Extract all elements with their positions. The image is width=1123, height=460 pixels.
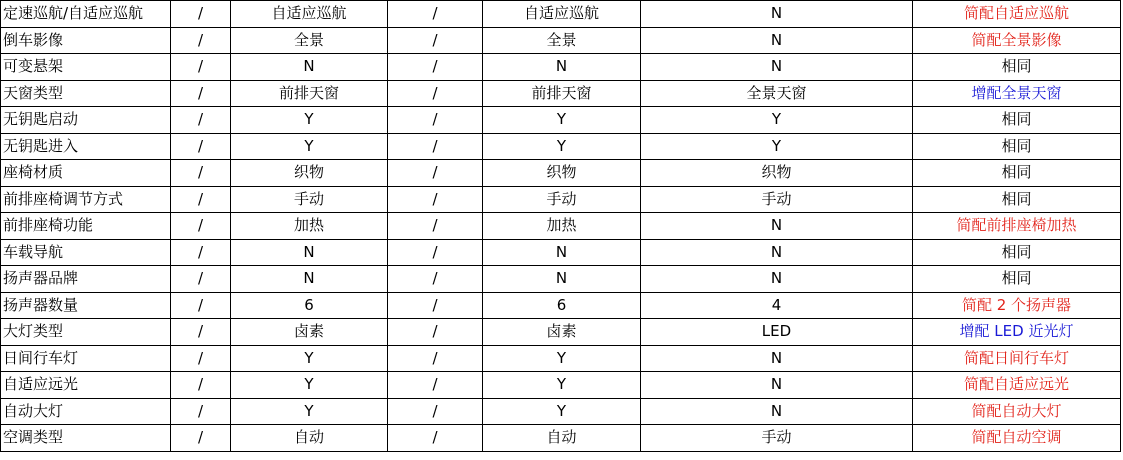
trim-1-cell: / (171, 213, 231, 240)
trim-3-cell: / (388, 239, 483, 266)
trim-4-cell: Y (483, 398, 641, 425)
trim-2-cell: Y (231, 107, 388, 134)
feature-name-cell: 无钥匙启动 (1, 107, 171, 134)
trim-2-cell: Y (231, 133, 388, 160)
table-row (1, 213, 1121, 240)
trim-4-cell: 织物 (483, 160, 641, 187)
difference-note-cell: 相同 (913, 186, 1121, 213)
trim-4-cell: N (483, 266, 641, 293)
spec-table-body (1, 1, 1121, 452)
table-row (1, 319, 1121, 346)
trim-2-cell: 织物 (231, 160, 388, 187)
feature-name-cell: 前排座椅调节方式 (1, 186, 171, 213)
table-row (1, 160, 1121, 187)
table-row (1, 80, 1121, 107)
trim-1-cell: / (171, 372, 231, 399)
trim-1-cell: / (171, 186, 231, 213)
trim-4-cell: 全景 (483, 27, 641, 54)
trim-1-cell: / (171, 133, 231, 160)
difference-note-cell: 简配 2 个扬声器 (913, 292, 1121, 319)
trim-5-cell: 手动 (641, 186, 913, 213)
trim-1-cell: / (171, 1, 231, 28)
trim-5-cell: N (641, 213, 913, 240)
trim-2-cell: 全景 (231, 27, 388, 54)
trim-1-cell: / (171, 160, 231, 187)
trim-2-cell: 手动 (231, 186, 388, 213)
difference-note-cell: 相同 (913, 133, 1121, 160)
difference-note-cell: 简配前排座椅加热 (913, 213, 1121, 240)
trim-1-cell: / (171, 398, 231, 425)
trim-3-cell: / (388, 27, 483, 54)
trim-4-cell: 前排天窗 (483, 80, 641, 107)
trim-1-cell: / (171, 107, 231, 134)
trim-2-cell: Y (231, 372, 388, 399)
trim-2-cell: 自动 (231, 425, 388, 452)
trim-4-cell: 卤素 (483, 319, 641, 346)
table-row (1, 292, 1121, 319)
trim-1-cell: / (171, 80, 231, 107)
trim-4-cell: 自动 (483, 425, 641, 452)
trim-1-cell: / (171, 345, 231, 372)
trim-5-cell: N (641, 27, 913, 54)
feature-name-cell: 日间行车灯 (1, 345, 171, 372)
trim-5-cell: Y (641, 133, 913, 160)
feature-name-cell: 无钥匙进入 (1, 133, 171, 160)
table-row (1, 27, 1121, 54)
table-row (1, 398, 1121, 425)
trim-3-cell: / (388, 319, 483, 346)
trim-1-cell: / (171, 292, 231, 319)
difference-note-cell: 简配自适应巡航 (913, 1, 1121, 28)
table-row (1, 239, 1121, 266)
table-row (1, 54, 1121, 81)
trim-3-cell: / (388, 213, 483, 240)
trim-3-cell: / (388, 1, 483, 28)
trim-3-cell: / (388, 266, 483, 293)
feature-name-cell: 天窗类型 (1, 80, 171, 107)
feature-name-cell: 大灯类型 (1, 319, 171, 346)
trim-5-cell: 4 (641, 292, 913, 319)
trim-2-cell: 自适应巡航 (231, 1, 388, 28)
trim-5-cell: N (641, 266, 913, 293)
trim-3-cell: / (388, 292, 483, 319)
trim-5-cell: N (641, 398, 913, 425)
feature-name-cell: 倒车影像 (1, 27, 171, 54)
trim-4-cell: Y (483, 107, 641, 134)
trim-2-cell: Y (231, 398, 388, 425)
trim-1-cell: / (171, 425, 231, 452)
table-row (1, 1, 1121, 28)
feature-name-cell: 空调类型 (1, 425, 171, 452)
trim-5-cell: N (641, 345, 913, 372)
difference-note-cell: 简配自适应远光 (913, 372, 1121, 399)
trim-3-cell: / (388, 372, 483, 399)
feature-name-cell: 前排座椅功能 (1, 213, 171, 240)
trim-1-cell: / (171, 266, 231, 293)
difference-note-cell: 简配日间行车灯 (913, 345, 1121, 372)
difference-note-cell: 相同 (913, 160, 1121, 187)
feature-name-cell: 定速巡航/自适应巡航 (1, 1, 171, 28)
difference-note-cell: 相同 (913, 266, 1121, 293)
feature-name-cell: 自适应远光 (1, 372, 171, 399)
trim-1-cell: / (171, 27, 231, 54)
trim-5-cell: 全景天窗 (641, 80, 913, 107)
trim-3-cell: / (388, 54, 483, 81)
trim-5-cell: Y (641, 107, 913, 134)
trim-3-cell: / (388, 80, 483, 107)
trim-4-cell: 加热 (483, 213, 641, 240)
trim-2-cell: 卤素 (231, 319, 388, 346)
table-row (1, 372, 1121, 399)
table-row (1, 107, 1121, 134)
trim-5-cell: LED (641, 319, 913, 346)
trim-4-cell: N (483, 54, 641, 81)
feature-name-cell: 座椅材质 (1, 160, 171, 187)
trim-3-cell: / (388, 398, 483, 425)
feature-name-cell: 自动大灯 (1, 398, 171, 425)
feature-name-cell: 扬声器数量 (1, 292, 171, 319)
table-row (1, 133, 1121, 160)
trim-3-cell: / (388, 107, 483, 134)
difference-note-cell: 增配 LED 近光灯 (913, 319, 1121, 346)
trim-4-cell: 手动 (483, 186, 641, 213)
trim-2-cell: 加热 (231, 213, 388, 240)
trim-3-cell: / (388, 425, 483, 452)
trim-2-cell: N (231, 266, 388, 293)
trim-3-cell: / (388, 133, 483, 160)
trim-4-cell: 自适应巡航 (483, 1, 641, 28)
trim-2-cell: 6 (231, 292, 388, 319)
trim-5-cell: 织物 (641, 160, 913, 187)
difference-note-cell: 简配自动空调 (913, 425, 1121, 452)
trim-1-cell: / (171, 319, 231, 346)
trim-4-cell: Y (483, 345, 641, 372)
feature-name-cell: 扬声器品牌 (1, 266, 171, 293)
difference-note-cell: 相同 (913, 239, 1121, 266)
feature-name-cell: 可变悬架 (1, 54, 171, 81)
trim-2-cell: N (231, 239, 388, 266)
trim-5-cell: N (641, 54, 913, 81)
trim-4-cell: N (483, 239, 641, 266)
trim-5-cell: N (641, 1, 913, 28)
trim-4-cell: 6 (483, 292, 641, 319)
trim-5-cell: N (641, 372, 913, 399)
difference-note-cell: 增配全景天窗 (913, 80, 1121, 107)
table-row (1, 186, 1121, 213)
difference-note-cell: 相同 (913, 107, 1121, 134)
trim-4-cell: Y (483, 372, 641, 399)
trim-2-cell: 前排天窗 (231, 80, 388, 107)
trim-3-cell: / (388, 186, 483, 213)
trim-1-cell: / (171, 54, 231, 81)
trim-1-cell: / (171, 239, 231, 266)
table-row (1, 345, 1121, 372)
trim-5-cell: 手动 (641, 425, 913, 452)
trim-5-cell: N (641, 239, 913, 266)
table-row (1, 266, 1121, 293)
difference-note-cell: 相同 (913, 54, 1121, 81)
table-row (1, 425, 1121, 452)
trim-4-cell: Y (483, 133, 641, 160)
difference-note-cell: 简配全景影像 (913, 27, 1121, 54)
trim-3-cell: / (388, 160, 483, 187)
trim-2-cell: Y (231, 345, 388, 372)
difference-note-cell: 简配自动大灯 (913, 398, 1121, 425)
feature-name-cell: 车载导航 (1, 239, 171, 266)
trim-3-cell: / (388, 345, 483, 372)
trim-2-cell: N (231, 54, 388, 81)
